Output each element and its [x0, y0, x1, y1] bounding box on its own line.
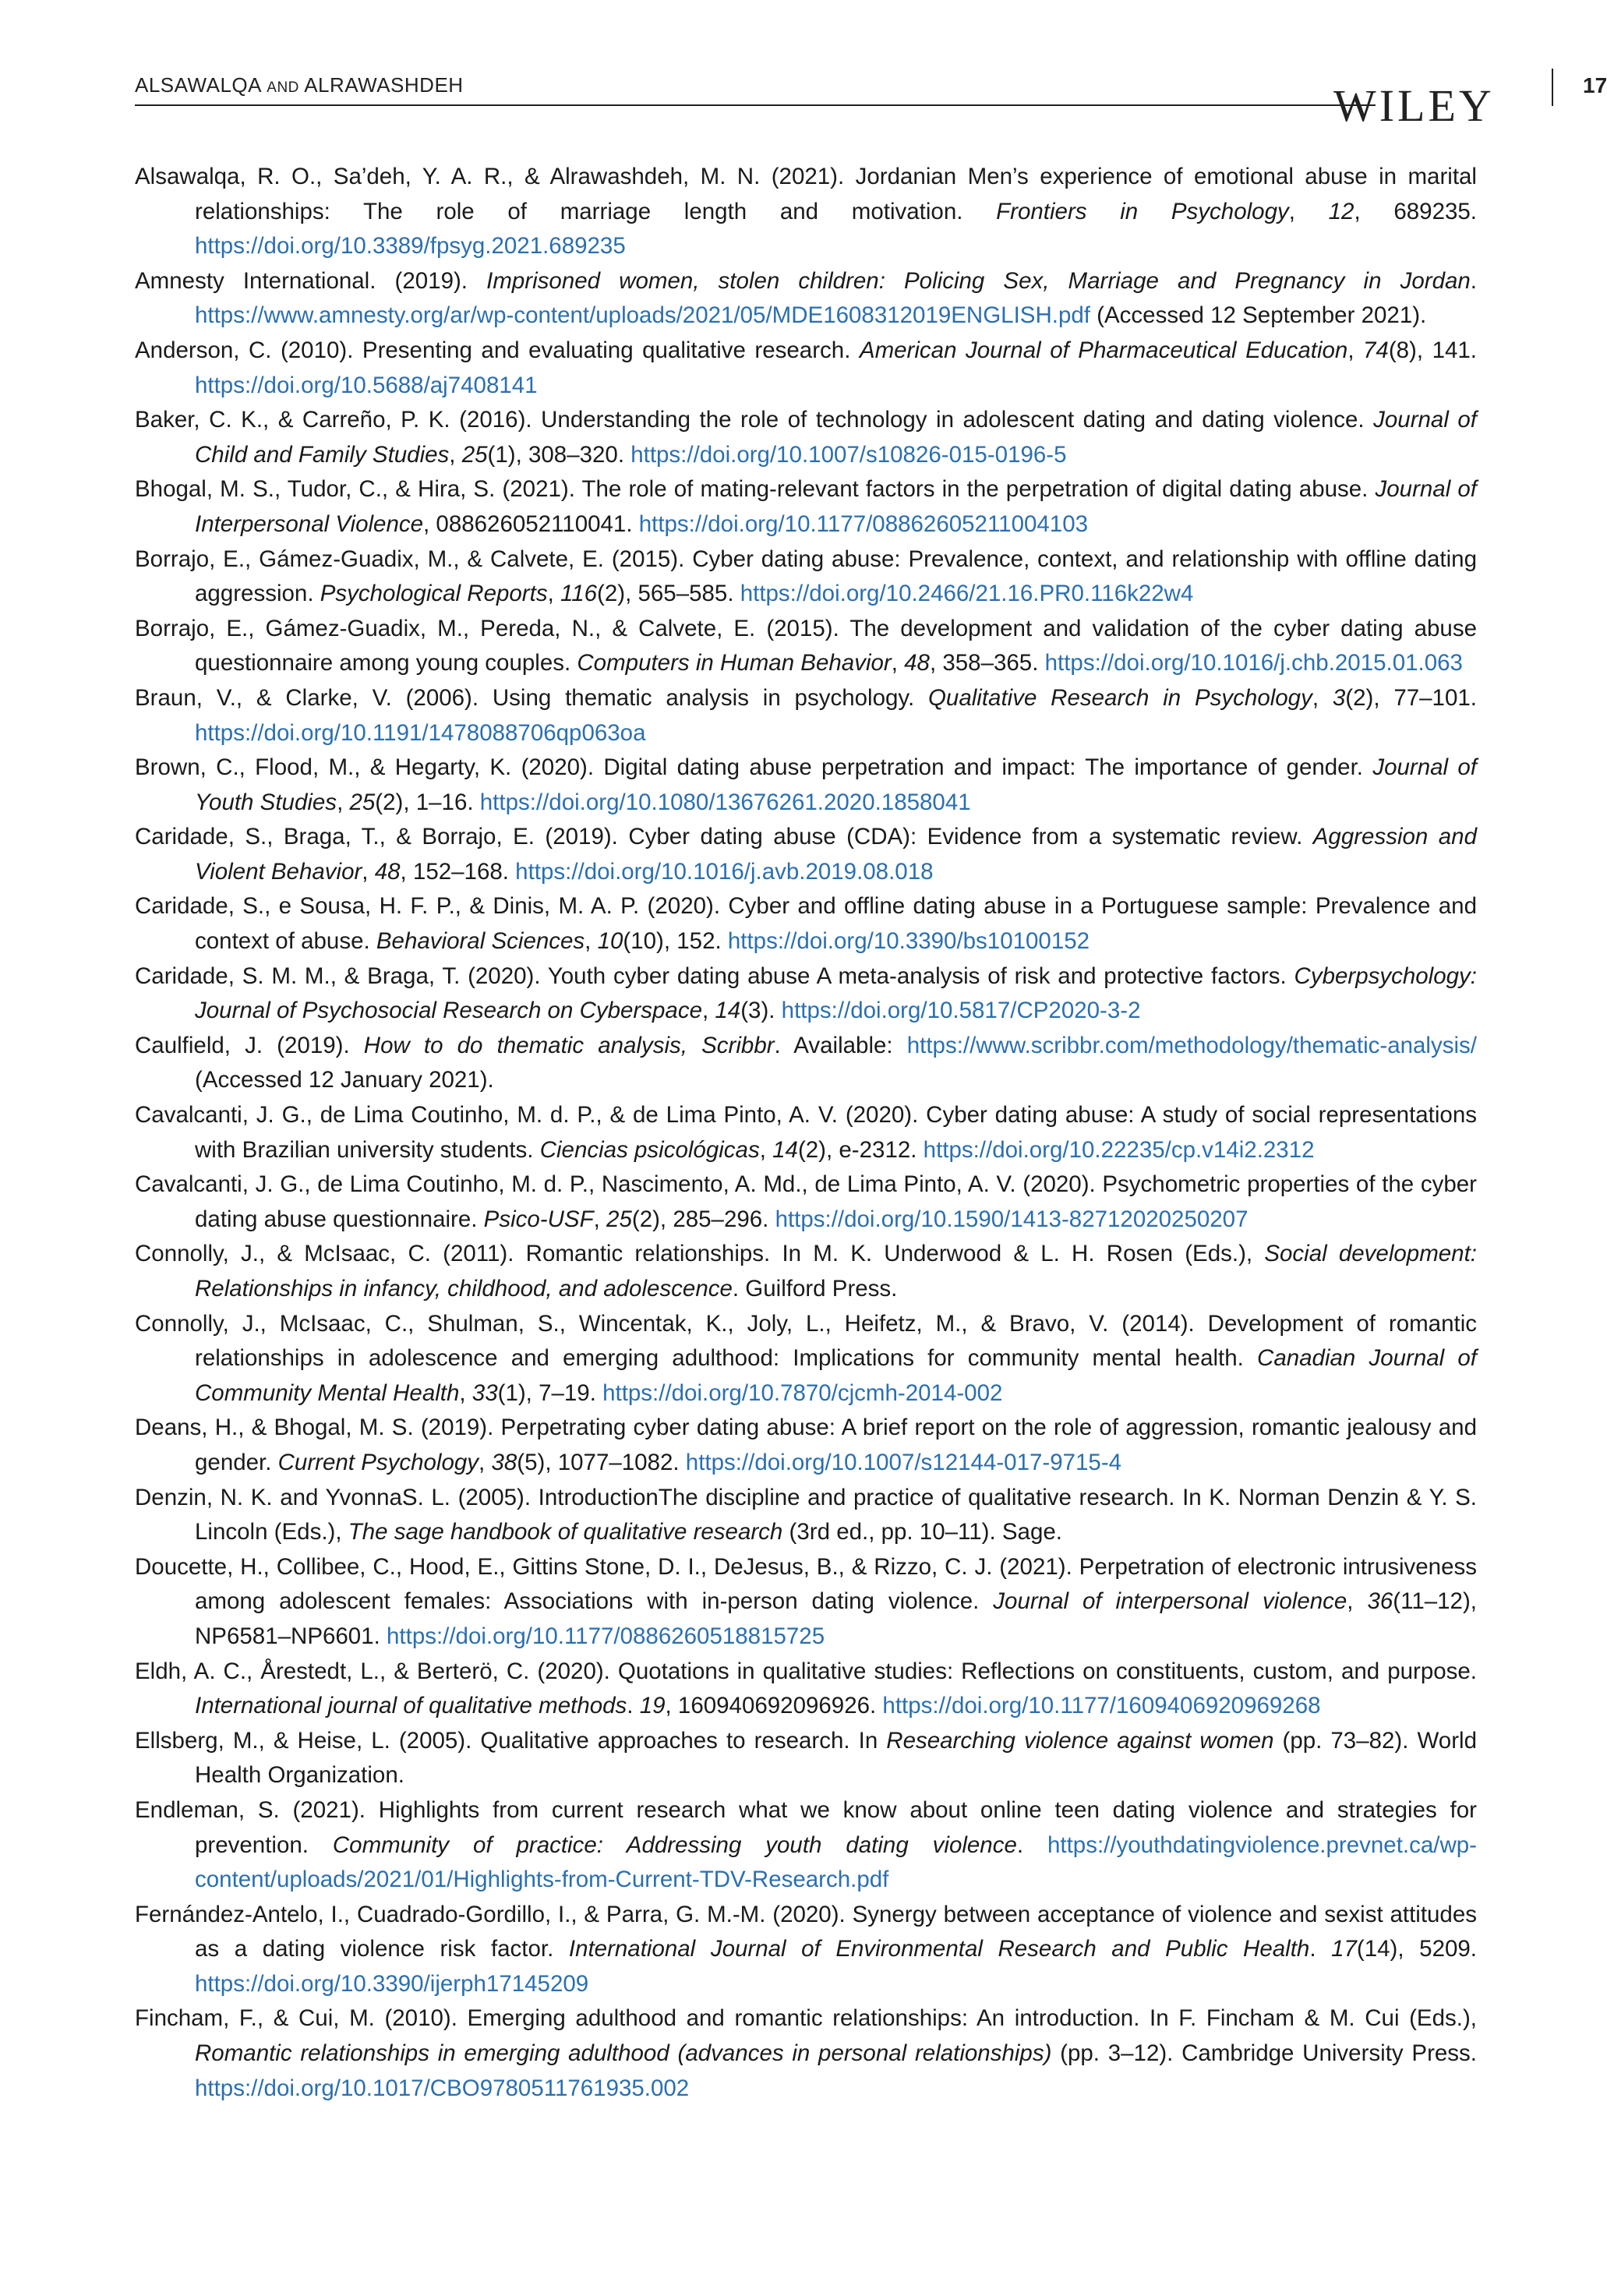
- reference-text: , 689235.: [1354, 198, 1477, 224]
- reference-source-title: Romantic relationships in emerging adulthood (advances in personal relationships): [195, 2040, 1052, 2067]
- reference-volume: 14: [772, 1136, 798, 1163]
- reference-text: Connolly, J., McIsaac, C., Shulman, S., Wincentak, K., Joly, L., Heifetz, M., & Bravo, V. (2014). Development of romantic relationships in adolescence and emerging adulthood: Implications for community mental health.: [135, 1310, 1477, 1372]
- reference-text: (14), 5209.: [1356, 1936, 1477, 1962]
- reference-text: Cavalcanti, J. G., de Lima Coutinho, M. d. P., Nascimento, A. Md., de Lima Pinto, A. V. (2020). Psychometric properties of the cyber dating abuse questionnaire.: [135, 1171, 1477, 1232]
- reference-entry: [135, 1237, 1477, 1306]
- reference-doi-link[interactable]: https://doi.org/10.3390/bs10100152: [727, 928, 1090, 955]
- reference-volume: 33: [472, 1379, 498, 1406]
- reference-text: (1), 308–320.: [487, 441, 631, 468]
- reference-list: [135, 160, 1477, 2106]
- reference-entry: [135, 1029, 1477, 1098]
- reference-entry: [135, 542, 1477, 612]
- publisher-logo: WILEY: [1333, 80, 1495, 131]
- reference-entry: [135, 1550, 1477, 1655]
- reference-text: Baker, C. K., & Carreño, P. K. (2016). Understanding the role of technology in adolescent dating and dating violence.: [135, 407, 1374, 433]
- reference-text: ,: [1312, 684, 1333, 711]
- reference-doi-link[interactable]: https://doi.org/10.1590/1413-82712020250207: [775, 1206, 1249, 1232]
- reference-volume: 10: [597, 928, 623, 955]
- reference-text: (8), 141.: [1388, 337, 1477, 363]
- reference-source-title: Imprisoned women, stolen children: Policing Sex, Marriage and Pregnancy in Jordan: [486, 267, 1471, 294]
- reference-volume: 12: [1328, 198, 1354, 224]
- reference-text: ,: [1288, 198, 1329, 224]
- reference-entry: [135, 1793, 1477, 1898]
- reference-entry: [135, 403, 1477, 472]
- header-divider: [1552, 69, 1553, 106]
- reference-volume: 25: [461, 441, 488, 468]
- reference-source-title: Aggression and Violent Behavior: [195, 824, 1477, 885]
- reference-text: . Available:: [774, 1032, 907, 1058]
- reference-text: Caulfield, J. (2019).: [135, 1032, 364, 1058]
- reference-volume: 74: [1363, 337, 1389, 363]
- reference-doi-link[interactable]: https://doi.org/10.1016/j.avb.2019.08.018: [515, 858, 934, 885]
- reference-text: Bhogal, M. S., Tudor, C., & Hira, S. (2021). The role of mating-relevant factors in the perpetration of digital dating abuse.: [135, 476, 1376, 503]
- reference-text: .: [1309, 1936, 1332, 1962]
- reference-text: (10), 152.: [623, 928, 728, 955]
- reference-entry: [135, 334, 1477, 403]
- reference-source-title: How to do thematic analysis, Scribbr: [363, 1032, 775, 1058]
- reference-volume: 14: [715, 998, 741, 1024]
- reference-entry: [135, 820, 1477, 889]
- reference-doi-link[interactable]: https://youthdatingviolence.prevnet.ca/wp-content/uploads/2021/01/Highlights-from-Current-TDV-Research.pdf: [195, 1832, 1477, 1893]
- reference-volume: 36: [1367, 1588, 1393, 1615]
- reference-text: Braun, V., & Clarke, V. (2006). Using thematic analysis in psychology.: [135, 684, 928, 711]
- reference-doi-link[interactable]: https://doi.org/10.1191/1478088706qp063oa: [195, 719, 646, 746]
- reference-text: , 358–365.: [929, 650, 1045, 676]
- reference-source-title: Ciencias psicológicas: [539, 1136, 760, 1163]
- reference-source-title: Frontiers in Psychology: [996, 198, 1289, 224]
- reference-doi-link[interactable]: https://doi.org/10.1177/0886260518815725: [387, 1623, 825, 1649]
- reference-doi-link[interactable]: https://doi.org/10.5688/aj7408141: [195, 372, 538, 398]
- reference-text: , 088626052110041.: [423, 510, 639, 537]
- reference-text: Amnesty International. (2019).: [135, 267, 487, 294]
- reference-text: (2), 1–16.: [375, 789, 480, 815]
- reference-entry: [135, 889, 1477, 959]
- reference-text: .: [627, 1693, 640, 1719]
- reference-doi-link[interactable]: https://doi.org/10.1007/s12144-017-9715-4: [685, 1449, 1122, 1475]
- reference-text: ,: [701, 998, 715, 1024]
- reference-source-title: Journal of Interpersonal Violence: [195, 476, 1477, 537]
- reference-text: ,: [547, 581, 560, 607]
- reference-text: Anderson, C. (2010). Presenting and evaluating qualitative research.: [135, 337, 860, 363]
- reference-text: ,: [1347, 1588, 1368, 1615]
- reference-text: Alsawalqa, R. O., Sa’deh, Y. A. R., & Alrawashdeh, M. N. (2021). Jordanian Men’s experience of emotional abuse in marital relationships: The role of marriage length and motivation.: [135, 164, 1477, 224]
- reference-source-title: American Journal of Pharmaceutical Education: [859, 337, 1348, 363]
- reference-text: , 160940692096926.: [665, 1693, 883, 1719]
- reference-text: (pp. 73–82). World Health Organization.: [195, 1727, 1477, 1789]
- reference-doi-link[interactable]: https://doi.org/10.1016/j.chb.2015.01.063: [1044, 650, 1463, 676]
- reference-text: Denzin, N. K. and YvonnaS. L. (2005). IntroductionThe discipline and practice of qualitative research. In K. Norman Denzin & Y. S. Lincoln (Eds.),: [135, 1484, 1477, 1545]
- reference-text: ,: [759, 1136, 773, 1163]
- reference-entry: [135, 681, 1477, 751]
- reference-source-title: Canadian Journal of Community Mental Health: [195, 1345, 1478, 1406]
- reference-text: Endleman, S. (2021). Highlights from current research what we know about online teen dating violence and strategies for prevention.: [135, 1796, 1477, 1858]
- reference-entry: [135, 1481, 1477, 1550]
- reference-volume: 17: [1331, 1936, 1357, 1962]
- reference-text: Brown, C., Flood, M., & Hegarty, K. (2020). Digital dating abuse perpetration and impact: The importance of gender.: [135, 754, 1373, 781]
- reference-source-title: Psico-USF: [483, 1206, 594, 1232]
- reference-text: .: [1470, 267, 1477, 294]
- reference-source-title: Journal of interpersonal violence: [993, 1588, 1347, 1615]
- reference-entry: [135, 1307, 1477, 1411]
- reference-volume: 3: [1332, 684, 1346, 711]
- reference-text: Doucette, H., Collibee, C., Hood, E., Gittins Stone, D. I., DeJesus, B., & Rizzo, C. J. (2021). Perpetration of electronic intrusiveness among adolescent females: Associations with in-person dating violence.: [135, 1553, 1477, 1615]
- reference-entry: [135, 1098, 1477, 1167]
- reference-volume: 25: [606, 1206, 632, 1232]
- reference-volume: 25: [349, 789, 376, 815]
- header-rule: [135, 104, 1376, 106]
- reference-source-title: Current Psychology: [277, 1449, 479, 1475]
- reference-text: (3rd ed., pp. 10–11). Sage.: [782, 1519, 1062, 1545]
- reference-text: Connolly, J., & McIsaac, C. (2011). Romantic relationships. In M. K. Underwood & L. H. Rosen (Eds.),: [135, 1241, 1265, 1267]
- page-number: 17: [1583, 73, 1607, 97]
- reference-text: Cavalcanti, J. G., de Lima Coutinho, M. d. P., & de Lima Pinto, A. V. (2020). Cyber dating abuse: A study of social representations with Brazilian university students.: [135, 1102, 1477, 1163]
- reference-source-title: Behavioral Sciences: [376, 928, 585, 955]
- reference-doi-link[interactable]: https://doi.org/10.1080/13676261.2020.1858041: [479, 789, 971, 815]
- reference-volume: 38: [491, 1449, 517, 1475]
- reference-doi-link[interactable]: https://www.scribbr.com/methodology/thematic-analysis/: [906, 1032, 1477, 1058]
- reference-text: ,: [593, 1206, 607, 1232]
- reference-source-title: Qualitative Research in Psychology: [927, 684, 1312, 711]
- reference-text: Fernández-Antelo, I., Cuadrado-Gordillo, I., & Parra, G. M.-M. (2020). Synergy between acceptance of violence and sexist attitudes as a dating violence risk factor.: [135, 1901, 1477, 1962]
- running-header: [135, 69, 1607, 131]
- reference-entry: [135, 1411, 1477, 1480]
- reference-doi-link[interactable]: https://doi.org/10.1177/1609406920969268: [882, 1693, 1321, 1719]
- reference-text: (pp. 3–12). Cambridge University Press.: [1051, 2040, 1478, 2067]
- reference-doi-link[interactable]: https://doi.org/10.1007/s10826-015-0196-5: [630, 441, 1067, 468]
- reference-entry: [135, 612, 1477, 681]
- reference-text: ,: [362, 858, 375, 885]
- reference-text: .: [1016, 1832, 1047, 1858]
- reference-text: Ellsberg, M., & Heise, L. (2005). Qualitative approaches to research. In: [135, 1727, 887, 1754]
- reference-source-title: Community of practice: Addressing youth dating violence: [332, 1832, 1017, 1858]
- reference-entry: [135, 2001, 1477, 2106]
- reference-source-title: Psychological Reports: [320, 581, 548, 607]
- reference-source-title: International journal of qualitative methods: [195, 1693, 627, 1719]
- reference-text: (Accessed 12 January 2021).: [195, 1067, 494, 1093]
- reference-text: , 152–168.: [400, 858, 516, 885]
- reference-text: (5), 1077–1082.: [517, 1449, 686, 1475]
- reference-text: (2), e-2312.: [797, 1136, 924, 1163]
- reference-entry: [135, 959, 1477, 1029]
- reference-entry: [135, 160, 1477, 264]
- reference-text: (1), 7–19.: [497, 1379, 603, 1406]
- reference-doi-link[interactable]: https://doi.org/10.3390/ijerph17145209: [195, 1970, 589, 1997]
- reference-source-title: Journal of Youth Studies: [195, 754, 1477, 815]
- reference-text: (11–12), NP6581–NP6601.: [195, 1588, 1477, 1649]
- reference-text: ,: [891, 650, 905, 676]
- reference-doi-link[interactable]: https://doi.org/10.5817/CP2020-3-2: [781, 998, 1141, 1024]
- reference-source-title: Cyberpsychology: Journal of Psychosocial Research on Cyberspace: [195, 963, 1477, 1024]
- reference-entry: [135, 472, 1477, 542]
- reference-doi-link[interactable]: https://www.amnesty.org/ar/wp-content/uploads/2021/05/MDE1608312019ENGLISH.pdf: [195, 302, 1090, 329]
- reference-volume: 116: [560, 581, 598, 607]
- reference-entry: [135, 1724, 1477, 1793]
- reference-text: Fincham, F., & Cui, M. (2010). Emerging adulthood and romantic relationships: An introduction. In F. Fincham & M. Cui (Eds.),: [135, 2005, 1477, 2032]
- reference-text: ,: [449, 441, 462, 468]
- running-head-authors: ALSAWALQA AND ALRAWASHDEH: [135, 73, 464, 97]
- reference-text: Eldh, A. C., Årestedt, L., & Berterö, C. (2020). Quotations in qualitative studies: Reflections on constituents, custom, and purpose.: [135, 1658, 1477, 1684]
- reference-doi-link[interactable]: https://doi.org/10.7870/cjcmh-2014-002: [602, 1379, 1003, 1406]
- reference-text: ,: [585, 928, 598, 955]
- reference-text: Caridade, S., e Sousa, H. F. P., & Dinis, M. A. P. (2020). Cyber and offline dating abuse in a Portuguese sample: Prevalence and context of abuse.: [135, 893, 1477, 955]
- reference-source-title: The sage handbook of qualitative research: [348, 1519, 783, 1545]
- reference-text: (2), 285–296.: [631, 1206, 775, 1232]
- reference-text: Borrajo, E., Gámez-Guadix, M., Pereda, N., & Calvete, E. (2015). The development and validation of the cyber dating abuse questionnaire among young couples.: [135, 615, 1477, 676]
- reference-text: (2), 77–101.: [1345, 684, 1477, 711]
- reference-doi-link[interactable]: https://doi.org/10.3389/fpsyg.2021.689235: [195, 233, 626, 260]
- reference-text: . Guilford Press.: [732, 1276, 898, 1302]
- reference-source-title: International Journal of Environmental Research and Public Health: [568, 1936, 1310, 1962]
- reference-entry: [135, 1898, 1477, 2002]
- reference-doi-link[interactable]: https://doi.org/10.1177/08862605211004103: [638, 510, 1089, 537]
- reference-entry: [135, 264, 1477, 334]
- reference-text: Deans, H., & Bhogal, M. S. (2019). Perpetrating cyber dating abuse: A brief report on the role of aggression, romantic jealousy and gender.: [135, 1415, 1477, 1475]
- reference-source-title: Journal of Child and Family Studies: [195, 407, 1477, 468]
- reference-text: Borrajo, E., Gámez-Guadix, M., & Calvete, E. (2015). Cyber dating abuse: Prevalence, context, and relationship with offline dating aggression.: [135, 546, 1477, 607]
- reference-text: (3).: [740, 998, 782, 1024]
- reference-volume: 48: [904, 650, 930, 676]
- reference-text: ,: [479, 1449, 492, 1475]
- reference-doi-link[interactable]: https://doi.org/10.1017/CBO9780511761935.002: [195, 2075, 690, 2101]
- reference-text: ,: [1347, 337, 1363, 363]
- reference-text: ,: [459, 1379, 472, 1406]
- reference-text: Caridade, S., Braga, T., & Borrajo, E. (2019). Cyber dating abuse (CDA): Evidence from a systematic review.: [135, 824, 1313, 850]
- reference-source-title: Researching violence against women: [886, 1727, 1274, 1754]
- reference-volume: 48: [374, 858, 401, 885]
- reference-entry: [135, 751, 1477, 820]
- reference-doi-link[interactable]: https://doi.org/10.22235/cp.v14i2.2312: [923, 1136, 1315, 1163]
- reference-volume: 19: [639, 1693, 666, 1719]
- reference-source-title: Social development: Relationships in infancy, childhood, and adolescence: [195, 1241, 1477, 1302]
- reference-text: (Accessed 12 September 2021).: [1090, 302, 1427, 329]
- reference-entry: [135, 1167, 1477, 1237]
- reference-entry: [135, 1655, 1477, 1724]
- reference-text: (2), 565–585.: [597, 581, 740, 607]
- reference-doi-link[interactable]: https://doi.org/10.2466/21.16.PR0.116k22w4: [740, 581, 1194, 607]
- reference-text: Caridade, S. M. M., & Braga, T. (2020). Youth cyber dating abuse A meta-analysis of risk and protective factors.: [135, 963, 1294, 989]
- reference-source-title: Computers in Human Behavior: [577, 650, 892, 676]
- reference-text: ,: [337, 789, 350, 815]
